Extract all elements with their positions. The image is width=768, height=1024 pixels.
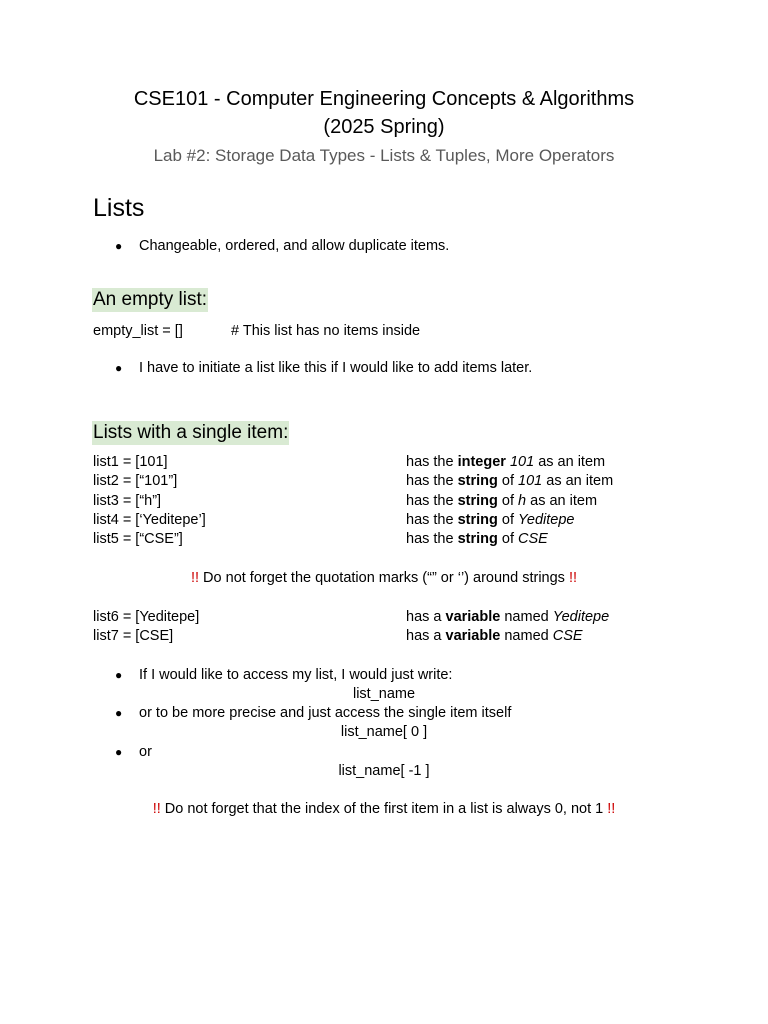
description-text: has the [406, 531, 458, 548]
document-subtitle: Lab #2: Storage Data Types - Lists & Tuples, More Operators [153, 146, 615, 165]
quotation-warning [0, 569, 768, 588]
bullet-icon: ● [115, 239, 123, 253]
access-code-1: list_name [352, 686, 416, 702]
description-text: named [500, 628, 553, 645]
description-text: has the [406, 492, 458, 509]
description-text: as an item [534, 454, 606, 470]
warning-marks: !! [568, 570, 578, 586]
description-value: Yeditepe [552, 609, 610, 625]
empty-list-heading: An empty list: [93, 289, 208, 310]
access-code-2: list_name[ 0 ] [340, 724, 428, 740]
list-code: list6 = [Yeditepe] [93, 609, 200, 625]
list-code: list2 = [“101”] [93, 473, 178, 490]
description-type: string [457, 492, 498, 509]
document-title-line2: (2025 Spring) [323, 116, 445, 138]
lists-bullet-text: Changeable, ordered, and allow duplicate items. [139, 238, 450, 254]
description-value: CSE [518, 531, 548, 548]
lists-heading: Lists [93, 194, 145, 222]
list-description [406, 608, 609, 627]
list-code: list7 = [CSE] [93, 628, 174, 645]
warning-marks: !! [607, 801, 616, 817]
index-warning [0, 800, 768, 819]
list-code: list5 = [“CSE”] [93, 531, 183, 548]
bullet-icon: ● [115, 361, 123, 375]
access-bullet-text-2: or to be more precise and just access the single item itself [139, 705, 512, 721]
description-text: has the [406, 454, 458, 470]
description-value: 101 [518, 473, 543, 490]
list-description [406, 492, 597, 511]
description-text: of [497, 531, 519, 548]
bullet-icon: ● [115, 745, 123, 759]
warning-marks: !! [152, 801, 161, 817]
description-type: string [457, 531, 498, 548]
list-code: list4 = [‘Yeditepe’] [93, 511, 206, 528]
description-text: as an item [542, 473, 614, 490]
description-value: h [518, 492, 527, 509]
description-type: integer [457, 454, 506, 470]
access-bullet-text-1: If I would like to access my list, I would just write: [139, 667, 453, 683]
access-code-3: list_name[ -1 ] [338, 763, 430, 779]
document-title-line1: CSE101 - Computer Engineering Concepts & Algorithms [133, 88, 635, 110]
description-text: of [497, 511, 519, 528]
index-warning-text: Do not forget that the index of the first item in a list is always 0, not 1 [160, 801, 608, 817]
empty-list-comment: # This list has no items inside [231, 323, 421, 339]
description-value: Yeditepe [518, 511, 575, 528]
list-description [406, 511, 574, 530]
description-type: variable [445, 609, 501, 625]
single-item-heading: Lists with a single item: [93, 422, 289, 443]
list-code: list1 = [101] [93, 454, 168, 470]
access-bullet-text-3: or [139, 744, 152, 760]
list-description [406, 472, 613, 491]
description-text: has a [406, 609, 446, 625]
list-description [406, 627, 583, 646]
description-text: has the [406, 511, 458, 528]
description-type: variable [445, 628, 501, 645]
bullet-icon: ● [115, 668, 123, 682]
list-code: list3 = [“h”] [93, 492, 162, 509]
description-value: CSE [552, 628, 583, 645]
description-text: named [500, 609, 553, 625]
description-type: string [457, 511, 498, 528]
list-description [406, 530, 548, 549]
warning-text: Do not forget the quotation marks (“” or ‘’) around strings [199, 570, 569, 586]
empty-list-code: empty_list = [] [93, 323, 183, 339]
description-text: of [497, 473, 519, 490]
warning-marks: !! [190, 570, 200, 586]
list-description [406, 453, 605, 472]
description-text: has a [406, 628, 446, 645]
description-text: as an item [526, 492, 598, 509]
description-value: 101 [509, 454, 535, 470]
empty-list-bullet-text: I have to initiate a list like this if I would like to add items later. [139, 360, 533, 376]
description-text: has the [406, 473, 458, 490]
description-text: of [497, 492, 519, 509]
description-type: string [457, 473, 498, 490]
bullet-icon: ● [115, 706, 123, 720]
